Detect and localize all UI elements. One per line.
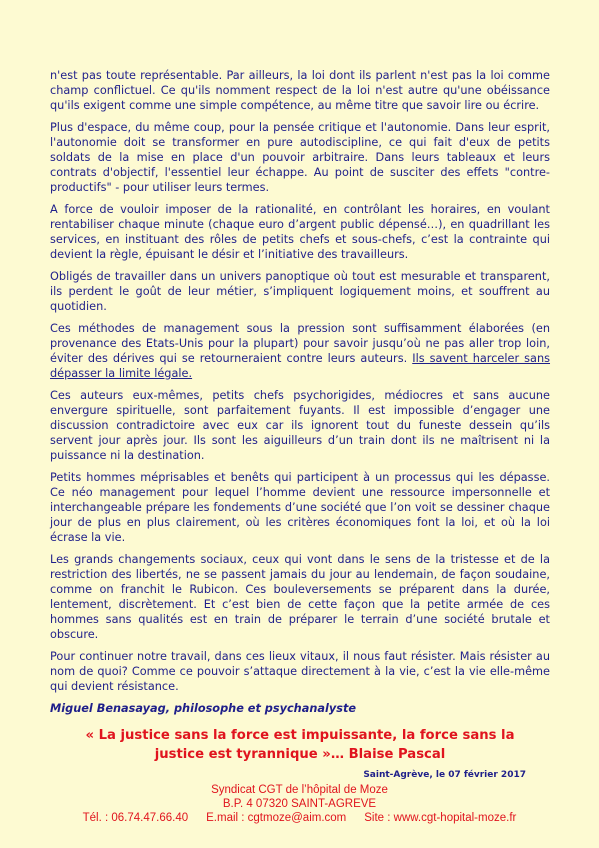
paragraph-6: Ces auteurs eux-mêmes, petits chefs psychorigides, médiocres et sans aucune envergure spirituelle, sont parfaitement fuyants. Il est impossible d’engager une discussion contradictoire avec eux car ils ignorent tout du funeste dessein qu’ils servent jour après jour. Ils sont les aiguilleurs d’un train dont ils ne maîtrisent ni la puissance ni la destination. (50, 389, 550, 462)
pascal-quote: « La justice sans la force est impuissante, la force sans la justice est tyrannique »… Blaise Pascal (85, 728, 515, 762)
footer-site: Site : www.cgt-hopital-moze.fr (364, 812, 517, 824)
underlined-statement: Ils savent harceler sans dépasser la limite légale. (50, 352, 551, 380)
footer (0, 783, 599, 825)
footer-contact (0, 811, 599, 825)
paragraph-1: n'est pas toute représentable. Par ailleurs, la loi dont ils parlent n'est pas la loi comme champ conflictuel. Ce qu'ils nomment respect de la loi n'est autre qu'une obéissance qu'ils exigent comme une simple compétence, au même titre que savoir lire ou écrire. (50, 69, 550, 112)
letter-body (50, 68, 550, 780)
date-line: Saint-Agrève, le 07 février 2017 (363, 770, 526, 780)
footer-org: Syndicat CGT de l’hôpital de Moze (211, 784, 388, 796)
paragraph-3: A force de vouloir imposer de la rationalité, en contrôlant les horaires, en voulant rentabiliser chaque minute (chaque euro d’argent public dépensé…), en quadrillant les services, en instituant des rôles de petits chefs et sous-chefs, c’est la contrainte qui devient la règle, épuisant le désir et l’initiative des travailleurs. (50, 203, 550, 261)
footer-email: E.mail : cgtmoze@aim.com (206, 812, 347, 824)
paragraph-2: Plus d'espace, du même coup, pour la pensée critique et l'autonomie. Dans leur esprit, l'autonomie doit se transformer en pure autodiscipline, ce qui fait d'eux de petits soldats de la mise en place d'un pouvoir arbitraire. Dans leurs tableaux et leurs contrats d'objectif, l'essentiel leur échappe. Au point de susciter des effets "contre-productifs" - pour utiliser leurs termes. (50, 121, 550, 194)
footer-phone: Tél. : 06.74.47.66.40 (82, 812, 189, 824)
footer-address: B.P. 4 07320 SAINT-AGREVE (222, 798, 377, 810)
paragraph-9: Pour continuer notre travail, dans ces lieux vitaux, il nous faut résister. Mais résister au nom de quoi? Comme ce pouvoir s’attaque directement à la vie, c’est la vie elle-même qui devient résistance. (50, 650, 550, 693)
paragraph-7: Petits hommes méprisables et benêts qui participent à un processus qui les dépasse. Ce néo management pour lequel l’homme devient une ressource impersonnelle et interchangeable prépare les fondements d’une société que l’on voit se dessiner chaque jour de plus en plus clairement, où les critères économiques font la loi, et où la loi écrase la vie. (50, 471, 550, 544)
paragraph-8: Les grands changements sociaux, ceux qui vont dans le sens de la tristesse et de la restriction des libertés, ne se passent jamais du jour au lendemain, de façon soudaine, comme on franchit le Rubicon. Ces bouleversements se préparent dans la durée, lentement, discrètement. Et c’est bien de cette façon que la petite armée de ces hommes sans qualités est en train de préparer le terrain d’une société brutale et obscure. (50, 553, 550, 641)
paragraph-4: Obligés de travailler dans un univers panoptique où tout est mesurable et transparent, ils perdent le goût de leur métier, s’impliquent logiquement moins, et souffrent au quotidien. (50, 270, 550, 313)
paragraph-5: Ces méthodes de management sous la pression sont suffisamment élaborées (en provenance des Etats-Unis pour la plupart) pour savoir jusqu’où ne pas aller trop loin, éviter des dérives qui se retourneraient contre leurs auteurs. Ils savent harceler sans dépasser la limite légale. (50, 322, 551, 380)
author-attribution: Miguel Benasayag, philosophe et psychanalyste (50, 702, 357, 715)
